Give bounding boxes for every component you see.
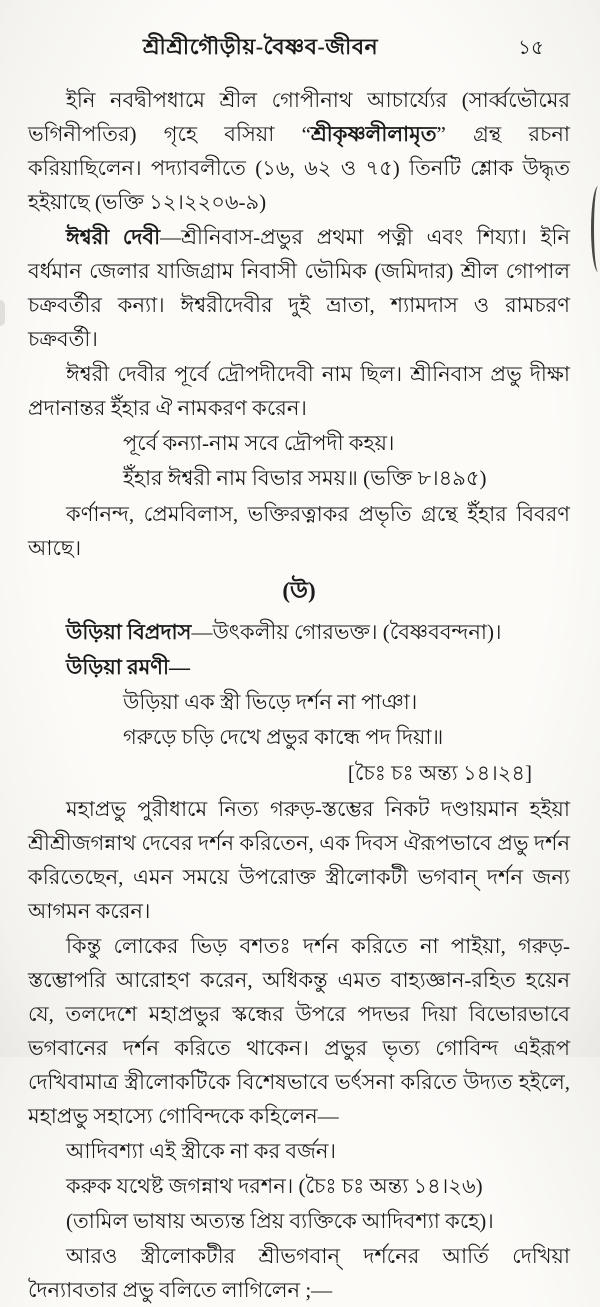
section-heading: (উ) (282, 578, 316, 603)
page-header (28, 30, 570, 67)
verse-block (123, 685, 570, 755)
body-text: —উৎকলীয় গোরভক্ত। (বৈষ্ণববন্দনা)। (191, 620, 502, 644)
quote-line: আদিবশ্যা এই স্ত্রীকে না কর বর্জন। (66, 1139, 336, 1163)
paragraph (28, 792, 570, 928)
paragraph (28, 357, 570, 425)
bold-text: শ্রীকৃষ্ণলীলামৃত (310, 122, 437, 146)
body-text: ” গ্রন্থ রচনা করিয়াছিলেন। পদ্যাবলীতে (১৬, ৬২ ও ৭৫) তিনটি শ্লোক উদ্ধৃত হইয়াছে (ভক্তি ১২।২২০৬-৯) (28, 122, 570, 214)
quote-line: (তামিল ভাষায় অত্যন্ত প্রিয় ব্যক্তিকে আদিবশ্যা কহে)। (66, 1209, 494, 1233)
bold-text: ঈশ্বরী দেবী (66, 225, 161, 249)
bold-text: উড়িয়া বিপ্রদাস (66, 620, 192, 644)
body-text: মহাপ্রভু পুরীধামে নিত্য গরুড়-স্তম্ভের নিকট দণ্ডায়মান হইয়া শ্রীশ্রীজগন্নাথ দেবের দর্শন করিতেন, এক দিবস ঐরূপভাবে প্রভু দর্শন করিতেছেন, এমন সময়ে উপরোক্ত স্ত্রীলোকটী ভগবান্ দর্শন জন্য আগমন করেন। (28, 797, 570, 923)
running-title: শ্রীশ্রীগৌড়ীয়-বৈষ্ণব-জীবন (142, 34, 379, 59)
verse-line: পূর্বে কন্যা-নাম সবে দ্রৌপদী কহয়। (123, 431, 395, 455)
verse-block (123, 426, 570, 496)
scan-artifact-right-edge (591, 186, 600, 272)
body-text: ঈশ্বরী দেবীর পূর্বে দ্রৌপদীদেবী নাম ছিল। শ্রীনিবাস প্রভু দীক্ষা প্রদানান্তর ইঁহার ঐ নামকরণ করেন। (28, 362, 570, 420)
paragraph (28, 220, 570, 356)
body-text: কর্ণানন্দ, প্রেমবিলাস, ভক্তিরত্নাকর প্রভৃতি গ্রন্থে ইঁহার বিবরণ আছে। (28, 502, 570, 560)
body-text: আরও স্ত্রীলোকটীর শ্রীভগবান্ দর্শনের আর্তি দেখিয়া দৈন্যাবতার প্রভু বলিতে লাগিলেন ;— (28, 1244, 570, 1302)
paragraph (28, 650, 570, 684)
body-text: ইনি নবদ্বীপধামে শ্রীল গোপীনাথ আচার্য্যের (সার্ব্বভৌমের ভগিনীপতির) গৃহে বসিয়া “ (28, 88, 570, 146)
paragraph (28, 929, 570, 1133)
citation-reference: [চৈঃ চঃ অন্ত্য ১৪।২৪] (347, 761, 532, 785)
verse-line: উড়িয়া এক স্ত্রী ভিড়ে দর্শন না পাঞা। (123, 690, 418, 714)
paragraph (28, 615, 570, 649)
page-body (28, 83, 570, 1307)
body-text: কিন্তু লোকের ভিড় বশতঃ দর্শন করিতে না পাইয়া, গরুড়-স্তম্ভোপরি আরোহণ করেন, অধিকন্তু এমত বাহ্যজ্ঞান-রহিত হয়েন যে, তলদেশে মহাপ্রভুর স্কন্ধের উপরে পদভর দিয়া বিভোরভাবে ভগবানের দর্শন করিতে থাকেন। প্রভুর ভৃত্য গোবিন্দ এইরূপ দেখিবামাত্র স্ত্রীলোকটিকে বিশেষভাবে ভর্ৎসনা করিতে উদ্যত হইলে, মহাপ্রভু সহাস্যে গোবিন্দকে কহিলেন— (28, 934, 570, 1128)
verse-line: গরুড়ে চড়ি দেখে প্রভুর কান্ধে পদ দিয়া॥ (123, 725, 444, 749)
bold-text: উড়িয়া রমণী— (66, 655, 190, 679)
paragraph (28, 1239, 570, 1307)
paragraph (28, 497, 570, 565)
body-text: —শ্রীনিবাস-প্রভুর প্রথমা পত্নী এবং শিয্যা। ইনি বর্ধমান জেলার যাজিগ্রাম নিবাসী ভৌমিক (জমিদার) শ্রীল গোপাল চক্রবর্তীর কন্যা। ঈশ্বরীদেবীর দুই ভ্রাতা, শ্যামদাস ও রামচরণ চক্রবর্তী। (28, 225, 570, 351)
verse-line: ইঁহার ঈশ্বরী নাম বিভার সময়॥ (ভক্তি ৮।৪৯৫) (123, 466, 487, 490)
page-number: ১৫ (518, 37, 544, 59)
quote-line: করুক যথেষ্ট জগন্নাথ দরশন। (চৈঃ চঃ অন্ত্য ১৪।২৬) (66, 1174, 483, 1198)
paragraph (28, 83, 570, 219)
scan-artifact-left-edge (0, 300, 5, 326)
